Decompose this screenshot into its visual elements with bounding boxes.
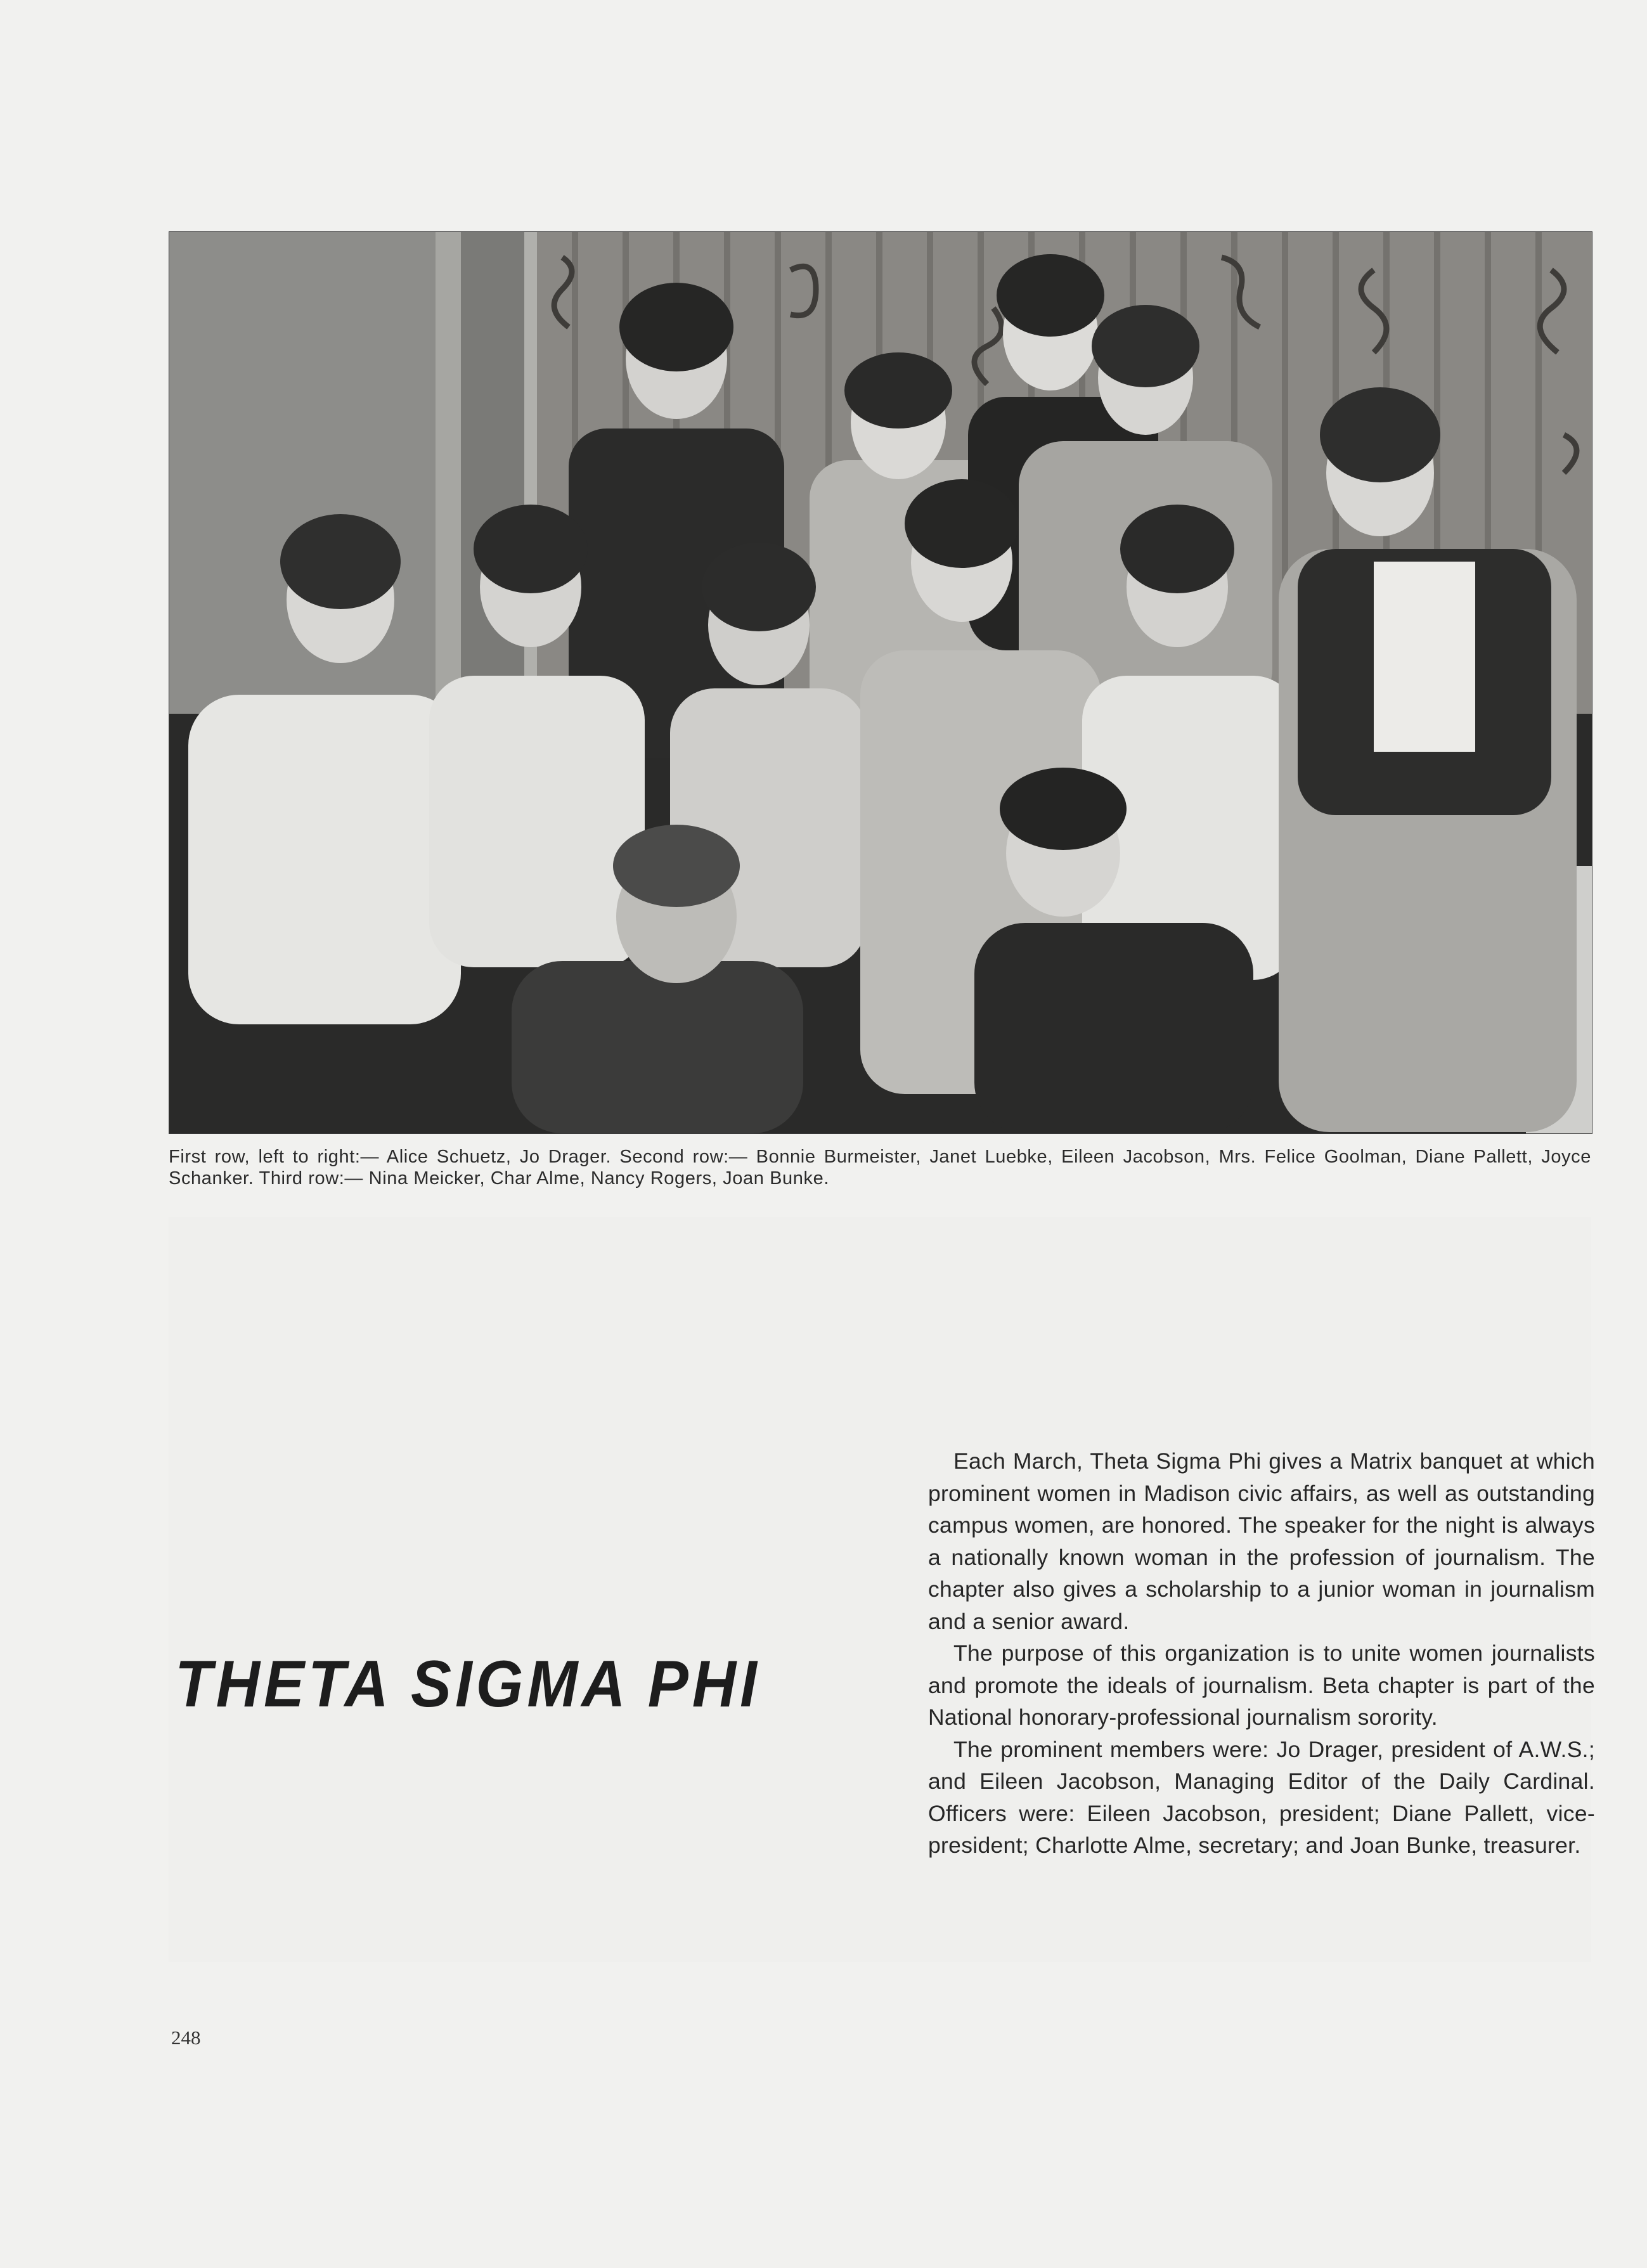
- group-photo-image: [169, 232, 1592, 1133]
- body-text: [928, 1445, 1595, 1862]
- paragraph: Each March, Theta Sigma Phi gives a Matrix banquet at which prominent women in Madison civic affairs, as well as outstanding campus women, are honored. The speaker for the night is always a nationally known woman in the profession of journalism. The chapter also gives a scholarship to a junior woman in journalism and a senior award.: [928, 1448, 1595, 1634]
- paragraph: The purpose of this organization is to unite women journalists and promote the ideals of journalism. Beta chapter is part of the National honorary-professional journalism sorority.: [928, 1640, 1595, 1730]
- photo-caption: First row, left to right:— Alice Schuetz, Jo Drager. Second row:— Bonnie Burmeister, Janet Luebke, Eileen Jacobson, Mrs. Felice Goolman, Diane Pallett, Joyce Schanker. Third row:— Nina Meicker, Char Alme, Nancy Rogers, Joan Bunke.: [169, 1147, 1591, 1189]
- paragraph: The prominent members were: Jo Drager, president of A.W.S.; and Eileen Jacobson, Managing Editor of the Daily Cardinal. Officers were: Eileen Jacobson, president; Diane Pallett, vice-president; Charlotte Alme, secretary; and Joan Bunke, treasurer.: [928, 1736, 1595, 1858]
- group-photo: [169, 231, 1592, 1134]
- page-number: 248: [171, 2026, 201, 2049]
- page-title: THETA SIGMA PHI: [175, 1647, 761, 1721]
